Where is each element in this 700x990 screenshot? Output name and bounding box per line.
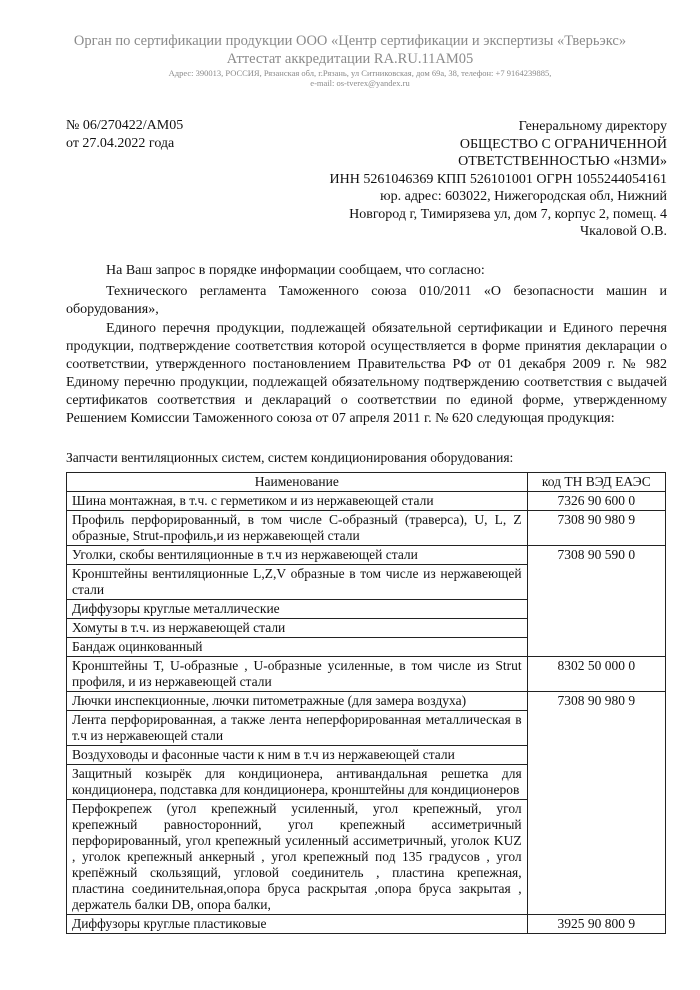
document-date: от 27.04.2022 года: [66, 136, 175, 151]
column-header-code: код ТН ВЭД ЕАЭС: [527, 473, 665, 492]
product-code-cell: 7308 90 590 0: [527, 546, 665, 657]
product-name-cell: Кронштейны вентиляционные L,Z,V образные в том числе из нержавеющей стали: [67, 565, 528, 600]
table-row: [67, 915, 666, 934]
table-row: [67, 657, 666, 692]
addressee-line: Чкаловой О.В.: [580, 224, 667, 239]
table-header-row: [67, 473, 666, 492]
addressee-line: Генеральному директору: [518, 119, 667, 134]
addressee-line: ОБЩЕСТВО С ОГРАНИЧЕННОЙ: [459, 136, 667, 152]
addressee-block: [330, 118, 668, 241]
product-code-cell: 8302 50 000 0: [527, 657, 665, 692]
issuer-name: Орган по сертификации продукции ООО «Центр сертификации и экспертизы «Тверьэкс»: [73, 33, 627, 49]
column-header-name: Наименование: [67, 473, 528, 492]
products-caption: Запчасти вентиляционных систем, систем кондиционирования оборудования:: [66, 450, 514, 465]
product-name-cell: Профиль перфорированный, в том числе С-образный (траверса), U, L, Z образные, Strut-профиль,и из нержавеющей стали: [67, 511, 528, 546]
product-name-cell: Хомуты в т.ч. из нержавеющей стали: [67, 619, 528, 638]
addressee-line: ОТВЕТСТВЕННОСТЬЮ «НЗМИ»: [458, 154, 667, 169]
product-name-cell: Уголки, скобы вентиляционные в т.ч из нержавеющей стали: [67, 546, 528, 565]
products-table: [66, 472, 666, 934]
product-name-cell: Кронштейны T, U-образные , U-образные усиленные, в том числе из Strut профиля, и из нержавеющей стали: [67, 657, 528, 692]
document-number: № 06/270422/AM05: [66, 118, 184, 133]
product-name-cell: Защитный козырёк для кондиционера, антивандальная решетка для кондиционера, подставка для кондиционера, кронштейны для кондиционеров: [67, 765, 528, 800]
accreditation-line: Аттестат аккредитации RA.RU.11AM05: [226, 51, 474, 67]
product-name-cell: Диффузоры круглые пластиковые: [67, 915, 528, 934]
table-row: [67, 546, 666, 565]
addressee-line: юр. адрес: 603022, Нижегородская обл, Нижний: [380, 189, 667, 204]
issuer-email: e-mail: os-tverex@yandex.ru: [310, 78, 410, 88]
table-row: [67, 692, 666, 711]
product-code-cell: 7308 90 980 9: [527, 692, 665, 915]
list-paragraph: Единого перечня продукции, подлежащей обязательной сертификации и Единого перечня продукции, подтверждение соответствия которой осуществляется в форме принятия декларации о соответствии, утвержденного постановлением Правительства РФ от 01 декабря 2009 г. № 982 Единому перечню продукции, подлежащей обязательному подтверждению соответствия с выдачей сертификатов соответствия и деклараций о соответствии по единой форме, утвержденному Решением Комиссии Таможенного союза от 07 апреля 2011 г. № 620 следующая продукция:: [66, 321, 667, 426]
product-name-cell: Лента перфорированная, а также лента неперфорированная металлическая в т.ч из нержавеющей стали: [67, 711, 528, 746]
product-name-cell: Перфокрепеж (угол крепежный усиленный, угол крепежный, угол крепежный равносторонний, угол крепежный ассиметричный перфорированный, угол крепежный усиленный ассиметричный, уголок KUZ , уголок крепежный анкерный , угол крепежный под 135 градусов , угол крепёжный скользящий, угловой соединитель , пластина крепежная, пластина соединительная,опора бруса раскрытая ,опора бруса закрытая , держатель балки DB, опора балки,: [67, 800, 528, 915]
product-code-cell: 7308 90 980 9: [527, 511, 665, 546]
addressee-line: Новгород г, Тимирязева ул, дом 7, корпус 2, помещ. 4: [349, 206, 667, 222]
addressee-line: ИНН 5261046369 КПП 526101001 ОГРН 1055244054161: [329, 171, 667, 187]
issuer-address: Адрес: 390013, РОССИЯ, Рязанская обл, г.Рязань, ул Ситниковская, дом 69а, 38, телефон: +7 9164239885,: [168, 68, 552, 78]
product-name-cell: Шина монтажная, в т.ч. с герметиком и из нержавеющей стали: [67, 492, 528, 511]
product-name-cell: Лючки инспекционные, лючки питометражные (для замера воздуха): [67, 692, 528, 711]
product-name-cell: Бандаж оцинкованный: [67, 638, 528, 657]
product-code-cell: 7326 90 600 0: [527, 492, 665, 511]
intro-paragraph: На Ваш запрос в порядке информации сообщаем, что согласно:: [106, 263, 485, 278]
table-row: [67, 511, 666, 546]
product-name-cell: Воздуховоды и фасонные части к ним в т.ч из нержавеющей стали: [67, 746, 528, 765]
table-row: [67, 492, 666, 511]
regulation-paragraph: Технического регламента Таможенного союза 010/2011 «О безопасности машин и оборудования»,: [66, 284, 667, 317]
product-name-cell: Диффузоры круглые металлические: [67, 600, 528, 619]
product-code-cell: 3925 90 800 9: [527, 915, 665, 934]
